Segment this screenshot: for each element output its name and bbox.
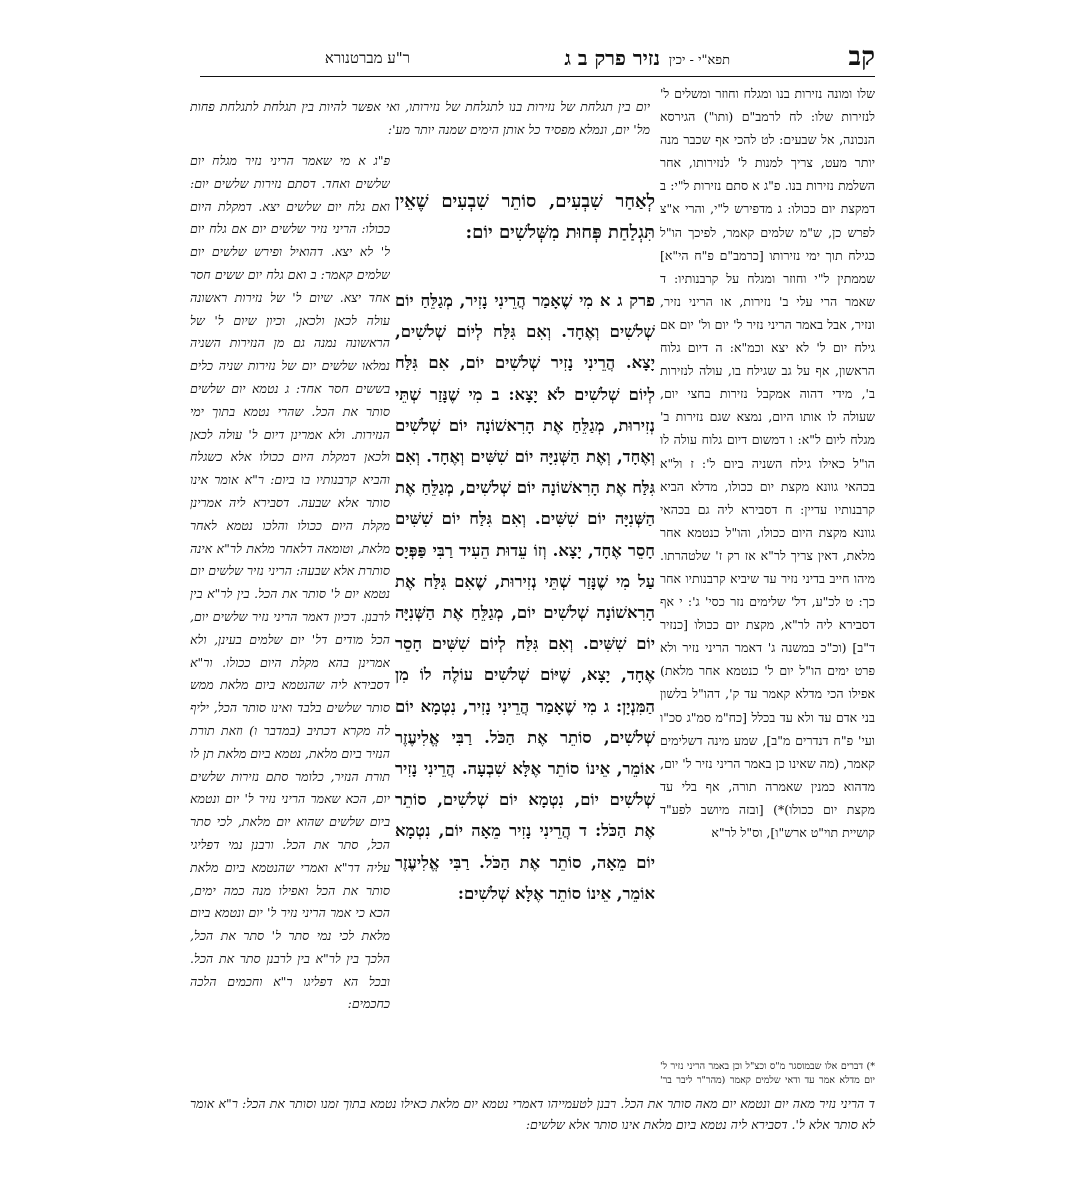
bartenura-continuation-text: יום בין תגלחת של נזירות בנו לתגלחת של נזירותו, ואי אפשר להיות בין תגלחת לתגלחת פחות מל' יום, ונמלא מפסיד כל אותן הימים שמנה יותר מע': xyxy=(190,98,650,137)
mishnah-text: פרק ג א מִי שֶׁאָמַר הֲרֵינִי נָזִיר, מְגַלֵּחַ יוֹם שְׁלשִׁים וְאֶחָד. וְאִם גִּלַּח לְיוֹם שְׁלשִׁים, יָצָא. הֲרֵינִי נָזִיר שְׁלשִׁים יוֹם, אִם גִּלַּח לְיוֹם שְׁלשִׁים לֹא יָצָא: ב מִי שֶׁנָּזַר שְׁתֵּי נְזִירוּת, מְגַלֵּחַ אֶת הָרִאשׁוֹנָה יוֹם שְׁלשִׁים וְאֶחָד, וְאֶת הַשְּׁנִיָּה יוֹם שִׁשִּׁים וְאֶחָד. וְאִם גִּלַּח אֶת הָרִאשׁוֹנָה יוֹם שְׁלשִׁים, מְגַלֵּחַ אֶת הַשְּׁנִיָּה יוֹם שִׁשִּׁים. וְאִם גִּלַּח יוֹם שִׁשִּׁים חָסֵר אֶחָד, יָצָא. וְזוֹ עֵדוּת הֵעִיד רַבִּי פַּפְּיָס עַל מִי שֶׁנָּזַר שְׁתֵּי נְזִירוּת, שֶׁאִם גִּלַּח אֶת הָרִאשׁוֹנָה שְׁלשִׁים יוֹם, מְגַלֵּחַ אֶת הַשְּׁנִיָּה יוֹם שִׁשִּׁים. וְאִם גִּלַּח לְיוֹם שִׁשִּׁים חָסֵר אֶחָד, יָצָא, שֶׁיּוֹם שְׁלשִׁים עוֹלֶה לוֹ מִן הַמִּנְיָן: ג מִי שֶׁאָמַר הֲרֵינִי נָזִיר, נִטְמָא יוֹם שְׁלשִׁים, סוֹתֵר אֶת הַכֹּל. רַבִּי אֱלִיעֶזֶר אוֹמֵר, אֵינוֹ סוֹתֵר אֶלָּא שִׁבְעָה. הֲרֵינִי נָזִיר שְׁלשִׁים יוֹם, נִטְמָא יוֹם שְׁלשִׁים, סוֹתֵר אֶת הַכֹּל: ד הֲרֵינִי נָזִיר מֵאָה יוֹם, נִטְמָא יוֹם מֵאָה, סוֹתֵר אֶת הַכֹּל. רַבִּי אֱלִיעֶזֶר אוֹמֵר, אֵינוֹ סוֹתֵר אֶלָּא שְׁלשִׁים: xyxy=(395,291,655,903)
mishnah-column xyxy=(395,285,655,1040)
header-tifferet-label: תפא"י - יכין xyxy=(668,53,730,68)
running-header xyxy=(300,42,875,76)
bartenura-commentary-text: פ"ג א מי שאמר הריני נזיר מגלח יום שלשים ואחד. דסתם נזירות שלשים יום: ואם גלח יום שלשים יצא. דמקלת היום ככולו: הריני נזיר שלשים יום אם גלח יום ל' לא יצא. דהואיל ופירש שלשים יום שלמים קאמר: ב ואם גלח יום ששים חסר אחד יצא. שיום ל' של נזירות ראשונה עולה לכאן ולכאן, וכיון שיום ל' של הראשונה נמנה גם מן הנזירות השניה נמלאו שלשים יום של נזירות שניה כלים בששים חסר אחד: ג נטמא יום שלשים סותר את הכל. שהרי נטמא בתוך ימי הנזירות. ולא אמרינן דיום ל' עולה לכאן ולכאן דמקלת היום ככולו אלא כשגלח והביא קרבנותיו בו ביום: ר"א אומר אינו סותר אלא שבעה. דסבירא ליה אמרינן מקלת היום ככולו והלכו נטמא לאחר מלאת, וטומאה דלאחר מלאת לר"א אינה סותרת אלא שבעה: הריני נזיר שלשים יום נטמא יום ל' סותר את הכל. בין לר"א בין לרבנן. דכיון דאמר הריני נזיר שלשים יום, הכל מודים דל' יום שלמים בעינן, ולא אמרינן בהא מקלת היום ככולו. ור"א דסבירא ליה שהנטמא ביום מלאת ממש סותר שלשים בלבד ואינו סותר הכל, יליף לה מקרא דכתיב (במדבר ו) וזאת תורת הנזיר ביום מלאת, נטמא ביום מלאת תן לו תורת הנזיר, כלומר סתם נזירות שלשים יום, הכא שאמר הריני נזיר ל' יום ונטמא ביום שלשים שהוא יום מלאת, לכי סתר הכל, סתר את הכל. ורבנן נמי דפליגי עליה דר"א ואמרי שהנטמא ביום מלאת סותר את הכל ואפילו מנה כמה ימים, הכא כי אמר הריני נזיר ל' יום ונטמא ביום מלאת לכי נמי סתר ל' סתר את הכל, הלכך בין לר"א בין לרבנן סתר את הכל. ובכל הא דפליגו ר"א וחכמים הלכה כחכמים: xyxy=(190,153,390,1012)
tifferet-commentary-text: שלו ומונה נזירות בנו ומגלח וחוזר ומשלים ל' לנזירות שלו: לח לרמב"ם (ותו") הגירסא הנכונה, אל שבעים: לט להכי אף שכבר מנה יותר מעט, צריך למנות ל' לנזירותו, אחר השלמת נזירות בנו. פ"ג א סתם נזירות ל"י: ב דמקצת יום ככולו: ג מדפירש ל"י, והרי א"צ לפרש כן, ש"מ שלמים קאמר, לפיכך הו"ל כגילח תוך ימי נזירותו [כרמב"ם פ"ח הי"א] שממתין ל"י וחוזר ומגלח על קרבנותיו: ד שאמר הרי עלי ב' נזירות, או הריני נזיר, ונזיר, אבל באמר הריני נזיר ל' יום ול' יום אם גילח יום ל' לא יצא וכמ"א: ה דיום גלוח הראשון, אף על גב שגילח בו, עולה לנזירות ב', מידי דהוה אמקבל נזירות בחצי יום, שעולה לו אותו היום, נמצא שגם נזירות ב' מגלח ליום ל"א: ו דמשום דיום גלוח עולה לו הו"ל כאילו גילח השניה ביום ל': ז ול"א בכהאי גוונא מקצת יום ככולו, מדלא הביא קרבנותיו עדיין: ח דסבירא ליה גם בכהאי גוונא מקצת היום ככולו, והו"ל כנטמא אחר מלאת, דאין צריך לר"א אז רק ז' שלטהרתו. מיהו חייב בדיני נזיר עד שיביא קרבנותיו אחר כך: ט לכ"ע, דל' שלימים נזר כסי' ג': י אף דסבירא ליה לר"א, מקצת יום ככולו [כנזיר ד"ב] (וכ"כ במשנה ג' דאמר הריני נזיר ולא פרט ימים הו"ל יום ל' כנטמא אחר מלאת) אפילו הכי מדלא קאמר עד ק', דהו"ל בלשון בני אדם עד ולא עד בכלל [כח"מ סמ"ג סכ"ו ועי' פ"ח דנדרים מ"ב], שמע מינה דשלימים קאמר, (מה שאינו כן באמר הריני נזיר ל' יום, מדהוא כמנין שאמרה תורה, אף בלי עד מקצת יום ככולו)*) [ובזה מיושב לפע"ד קושיית תוי"ט ארש"ו], וס"ל לר"א xyxy=(660,86,875,840)
mishnah-intro xyxy=(395,186,655,286)
tifferet-footnote-text: *) דברים אלו שבמוסגר מ"ס וכצ"ל וכן באמר הריני נזיר ל' יום מדלא אמר עד ודאי שלמים קאמר (מהר"ר ליבר בר' xyxy=(660,1060,875,1086)
bartenura-bottom-text: ד הריני נזיר מאה יום ונטמא יום מאה סותר את הכל. רבנן לטעמייהו דאמרי נטמא יום מלאת כאילו נטמא בתוך זמנו וסותר את הכל: ר"א אומר לא סותר אלא ל'. דסבירא ליה נטמא ביום מלאת אינו סותר אלא שלשים: xyxy=(190,1095,875,1132)
header-rule xyxy=(200,76,875,77)
bartenura-bottom xyxy=(190,1080,875,1168)
header-bartenura-label: ר"ע מברטנורא xyxy=(324,49,410,67)
tifferet-commentary-column xyxy=(660,82,875,1082)
page-number: קב xyxy=(848,42,875,72)
bartenura-continuation xyxy=(190,82,650,152)
header-title: נזיר פרק ב ג xyxy=(564,46,660,70)
bartenura-commentary-column xyxy=(190,150,390,1075)
mishnah-intro-text: לְאַחַר שִׁבְעִים, סוֹתֵר שִׁבְעִים שֶׁאֵין תִּגְלַחַת פְּחוּת מִשְּׁלשִׁים יוֹם: xyxy=(395,191,655,243)
